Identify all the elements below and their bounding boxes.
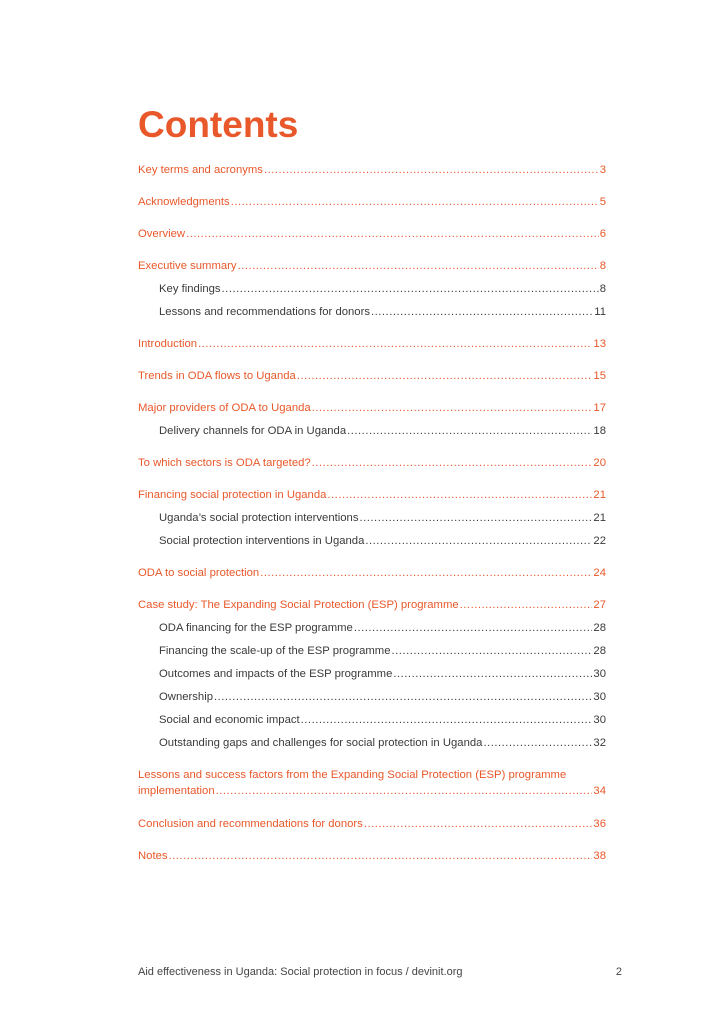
toc-entry[interactable] bbox=[138, 368, 606, 391]
toc-entry-row bbox=[159, 712, 606, 728]
toc-entry[interactable] bbox=[138, 226, 606, 249]
toc-entry-label: Financing the scale-up of the ESP programme bbox=[159, 645, 391, 657]
toc-entry[interactable] bbox=[138, 336, 606, 359]
toc-subentry[interactable] bbox=[138, 510, 606, 533]
toc-page-number: 32 bbox=[593, 737, 606, 749]
toc-subentry[interactable] bbox=[138, 735, 606, 758]
dot-leader bbox=[393, 666, 592, 682]
dot-leader bbox=[222, 281, 599, 297]
toc-page-number: 30 bbox=[593, 668, 606, 680]
toc-entry-row bbox=[138, 455, 606, 471]
toc-entry-row bbox=[159, 735, 606, 751]
toc-entry-row bbox=[138, 487, 606, 503]
toc-entry-label: Key findings bbox=[159, 283, 221, 295]
dot-leader bbox=[364, 816, 593, 832]
toc-entry-label: Major providers of ODA to Uganda bbox=[138, 402, 311, 414]
dot-leader bbox=[231, 194, 599, 210]
toc-page-number: 8 bbox=[599, 283, 606, 295]
toc-page-number: 15 bbox=[593, 370, 606, 382]
toc-entry-row bbox=[138, 162, 606, 178]
dot-leader bbox=[354, 620, 593, 636]
toc-entry[interactable] bbox=[138, 597, 606, 620]
toc-subentry[interactable] bbox=[138, 423, 606, 446]
toc-entry[interactable] bbox=[138, 565, 606, 588]
toc-entry-label: ODA financing for the ESP programme bbox=[159, 622, 353, 634]
toc-entry-label: Outstanding gaps and challenges for social protection in Uganda bbox=[159, 737, 483, 749]
dot-leader bbox=[301, 712, 593, 728]
footer-text: Aid effectiveness in Uganda: Social protection in focus / devinit.org bbox=[138, 966, 463, 978]
dot-leader bbox=[297, 368, 593, 384]
toc-entry-row bbox=[138, 194, 606, 210]
toc-entry[interactable] bbox=[138, 455, 606, 478]
toc-entry-row bbox=[138, 597, 606, 613]
toc-entry-row bbox=[138, 565, 606, 581]
toc-entry[interactable] bbox=[138, 400, 606, 423]
toc-entry-label: Financing social protection in Uganda bbox=[138, 489, 327, 501]
toc-subentry[interactable] bbox=[138, 689, 606, 712]
toc-entry-label: Executive summary bbox=[138, 260, 237, 272]
toc-entry-row bbox=[159, 510, 606, 526]
toc-subentry[interactable] bbox=[138, 643, 606, 666]
toc-page-number: 3 bbox=[599, 164, 606, 176]
toc-entry-label: ODA to social protection bbox=[138, 567, 260, 579]
toc-entry-label: Trends in ODA flows to Uganda bbox=[138, 370, 296, 382]
toc-entry-label-continued: implementation bbox=[138, 785, 215, 797]
toc-entry-row bbox=[138, 336, 606, 352]
dot-leader bbox=[260, 565, 592, 581]
toc-entry-label: Key terms and acronyms bbox=[138, 164, 263, 176]
toc-entry-label: Lessons and recommendations for donors bbox=[159, 306, 370, 318]
toc-entry[interactable] bbox=[138, 162, 606, 185]
toc-subentry[interactable] bbox=[138, 281, 606, 304]
toc-entry-row bbox=[159, 304, 606, 320]
toc-page-number: 30 bbox=[593, 691, 606, 703]
dot-leader bbox=[365, 533, 592, 549]
dot-leader bbox=[186, 226, 599, 242]
toc-entry-label: Ownership bbox=[159, 691, 213, 703]
toc-entry[interactable] bbox=[138, 767, 606, 807]
toc-entry-label: Introduction bbox=[138, 338, 198, 350]
toc-subentry[interactable] bbox=[138, 533, 606, 556]
toc-entry-label: Outcomes and impacts of the ESP programme bbox=[159, 668, 393, 680]
dot-leader bbox=[327, 487, 592, 503]
toc-subentry[interactable] bbox=[138, 304, 606, 327]
dot-leader bbox=[264, 162, 599, 178]
toc-page-number: 30 bbox=[593, 714, 606, 726]
toc-entry-row bbox=[159, 423, 606, 439]
dot-leader bbox=[214, 689, 592, 705]
table-of-contents bbox=[138, 162, 606, 871]
toc-entry-label: Uganda’s social protection interventions bbox=[159, 512, 359, 524]
toc-entry-row bbox=[138, 226, 606, 242]
dot-leader bbox=[360, 510, 593, 526]
toc-entry-row bbox=[138, 400, 606, 416]
toc-entry-label: Conclusion and recommendations for donors bbox=[138, 818, 363, 830]
dot-leader bbox=[460, 597, 593, 613]
toc-entry-label: Overview bbox=[138, 228, 186, 240]
toc-subentry[interactable] bbox=[138, 620, 606, 643]
toc-page-number: 5 bbox=[599, 196, 606, 208]
toc-subentry[interactable] bbox=[138, 666, 606, 689]
toc-page-number: 17 bbox=[593, 402, 606, 414]
toc-subentry[interactable] bbox=[138, 712, 606, 735]
toc-entry[interactable] bbox=[138, 487, 606, 510]
toc-entry-label: Social and economic impact bbox=[159, 714, 300, 726]
toc-entry-row bbox=[138, 848, 606, 864]
page-footer bbox=[138, 966, 622, 978]
dot-leader bbox=[483, 735, 592, 751]
toc-entry-label: Acknowledgments bbox=[138, 196, 230, 208]
toc-entry-row bbox=[159, 281, 606, 297]
toc-page-number: 36 bbox=[593, 818, 606, 830]
dot-leader bbox=[216, 783, 593, 799]
toc-entry-row bbox=[159, 666, 606, 682]
toc-page-number: 18 bbox=[593, 425, 606, 437]
footer-page-number: 2 bbox=[615, 966, 622, 978]
toc-entry-row bbox=[138, 816, 606, 832]
toc-entry[interactable] bbox=[138, 848, 606, 871]
toc-entry-row bbox=[138, 783, 606, 799]
toc-entry-row bbox=[159, 643, 606, 659]
dot-leader bbox=[347, 423, 592, 439]
dot-leader bbox=[312, 400, 593, 416]
toc-page-number: 34 bbox=[593, 785, 606, 797]
toc-page-number: 28 bbox=[593, 645, 606, 657]
toc-page-number: 6 bbox=[599, 228, 606, 240]
toc-entry-label: Lessons and success factors from the Expanding Social Protection (ESP) programme bbox=[138, 769, 567, 781]
toc-entry-label: Case study: The Expanding Social Protection (ESP) programme bbox=[138, 599, 459, 611]
toc-entry-label: Social protection interventions in Uganda bbox=[159, 535, 365, 547]
toc-page-number: 21 bbox=[593, 512, 606, 524]
dot-leader bbox=[312, 455, 593, 471]
toc-entry-row bbox=[138, 258, 606, 274]
dot-leader bbox=[238, 258, 599, 274]
toc-entry-label: Notes bbox=[138, 850, 168, 862]
toc-entry-row bbox=[159, 533, 606, 549]
toc-entry[interactable] bbox=[138, 816, 606, 839]
toc-page-number: 22 bbox=[593, 535, 606, 547]
dot-leader bbox=[169, 848, 593, 864]
toc-page-number: 38 bbox=[593, 850, 606, 862]
toc-entry-row bbox=[138, 368, 606, 384]
dot-leader bbox=[371, 304, 593, 320]
toc-entry-row bbox=[159, 620, 606, 636]
toc-entry-label: Delivery channels for ODA in Uganda bbox=[159, 425, 347, 437]
dot-leader bbox=[198, 336, 592, 352]
toc-entry[interactable] bbox=[138, 258, 606, 281]
toc-page-number: 8 bbox=[599, 260, 606, 272]
toc-page-number: 27 bbox=[593, 599, 606, 611]
page-title: Contents bbox=[138, 104, 299, 145]
dot-leader bbox=[392, 643, 593, 659]
toc-page-number: 20 bbox=[593, 457, 606, 469]
toc-entry-row bbox=[159, 689, 606, 705]
toc-page-number: 24 bbox=[593, 567, 606, 579]
toc-page-number: 21 bbox=[593, 489, 606, 501]
toc-page-number: 13 bbox=[593, 338, 606, 350]
toc-page-number: 28 bbox=[593, 622, 606, 634]
toc-entry-label: To which sectors is ODA targeted? bbox=[138, 457, 311, 469]
toc-entry[interactable] bbox=[138, 194, 606, 217]
toc-page-number: 11 bbox=[594, 306, 606, 318]
